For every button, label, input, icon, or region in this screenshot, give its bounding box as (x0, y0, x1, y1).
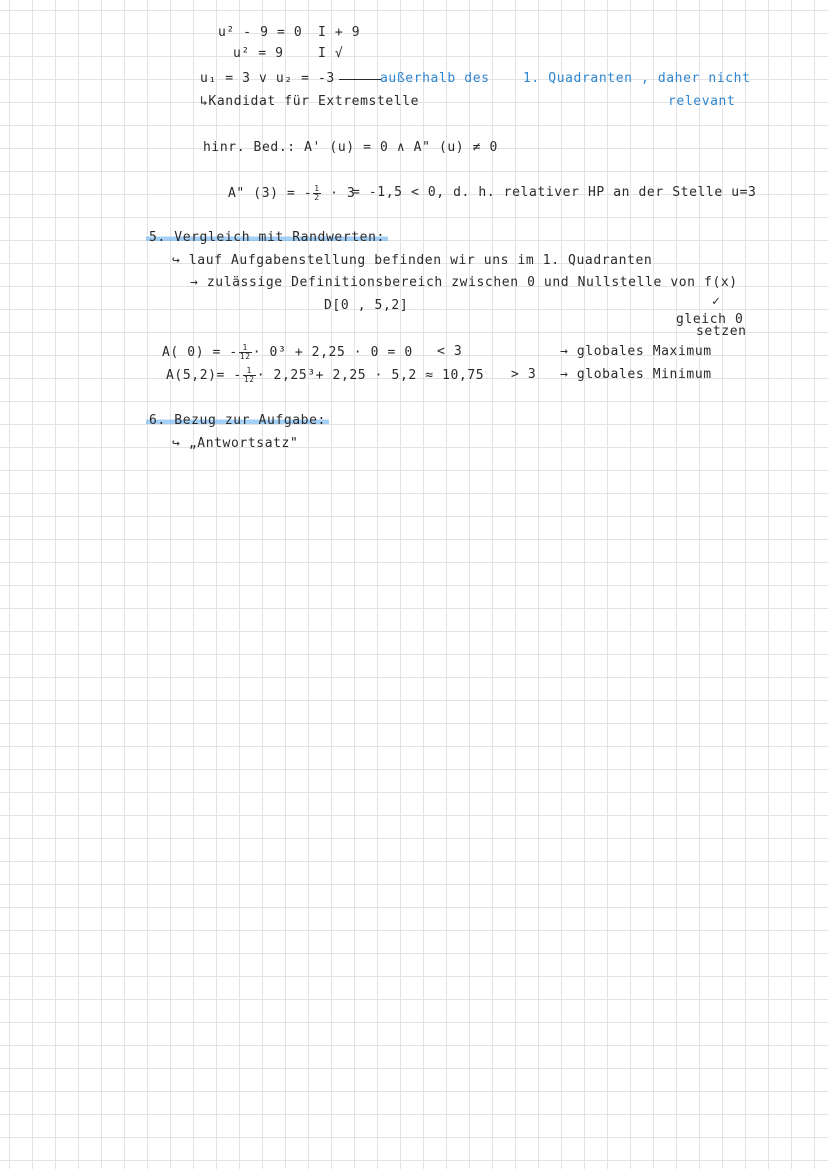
equation-operation-plus-9: I + 9 (318, 25, 361, 40)
boundary-row-five-two-compare: > 3 (511, 367, 537, 382)
check-mark-icon: ✓ (712, 294, 721, 309)
boundary-row-zero: A( 0) = - $\frac{1}{12}$ · 0³ + 2,25 · 0 = 0 (162, 343, 413, 361)
candidate-extremstelle: ↳Kandidat für Extremstelle (200, 94, 420, 109)
fraction-one-twelfth: $\frac{1}{12}$ (239, 343, 251, 361)
equation-u-squared-equals-9: u² = 9 (233, 46, 284, 61)
equation-operation-root: I √ (318, 46, 344, 61)
note-first-quadrant: 1. Quadranten , daher nicht (523, 71, 751, 86)
arrow-to-note (339, 79, 381, 80)
global-minimum-label: → globales Minimum (560, 367, 712, 382)
side-note-setzen: setzen (696, 324, 747, 339)
global-maximum-label: → globales Maximum (560, 344, 712, 359)
section-5-line-domain: → zulässige Definitionsbereich zwischen 0 und Nullstelle von f(x) (190, 275, 738, 290)
section-5-line-quadrant: ↪ lauf Aufgabenstellung befinden wir uns im 1. Quadranten (172, 253, 653, 268)
fraction-one-half: $\frac{1}{2}$ (314, 184, 320, 202)
sufficient-condition: hinr. Bed.: A' (u) = 0 ∧ A" (u) ≠ 0 (203, 140, 498, 155)
note-relevant: relevant (668, 94, 736, 109)
section-6-answer-sentence: ↪ „Antwortsatz" (172, 436, 299, 451)
equation-u-squared-minus-9: u² - 9 = 0 (218, 25, 303, 40)
side-note-gleich-0: gleich 0 (676, 312, 744, 327)
note-outside-quadrant: außerhalb des (380, 71, 490, 86)
solutions-line: u₁ = 3 v u₂ = -3 (200, 71, 335, 86)
second-derivative-evaluation: A" (3) = - $\frac{1}{2}$ · 3 (228, 184, 356, 202)
section-6-heading: 6. Bezug zur Aufgabe: (146, 413, 329, 429)
boundary-row-zero-compare: < 3 (437, 344, 463, 359)
boundary-row-five-two: A(5,2)= - $\frac{1}{12}$ · 2,25³+ 2,25 · 5,2 ≈ 10,75 (166, 366, 485, 384)
section-5-heading: 5. Vergleich mit Randwerten: (146, 230, 388, 246)
fraction-one-twelfth: $\frac{1}{12}$ (243, 366, 255, 384)
domain-interval: D[0 , 5,2] (324, 298, 409, 313)
relative-maximum-result: = -1,5 < 0, d. h. relativer HP an der Stelle u=3 (352, 185, 757, 200)
